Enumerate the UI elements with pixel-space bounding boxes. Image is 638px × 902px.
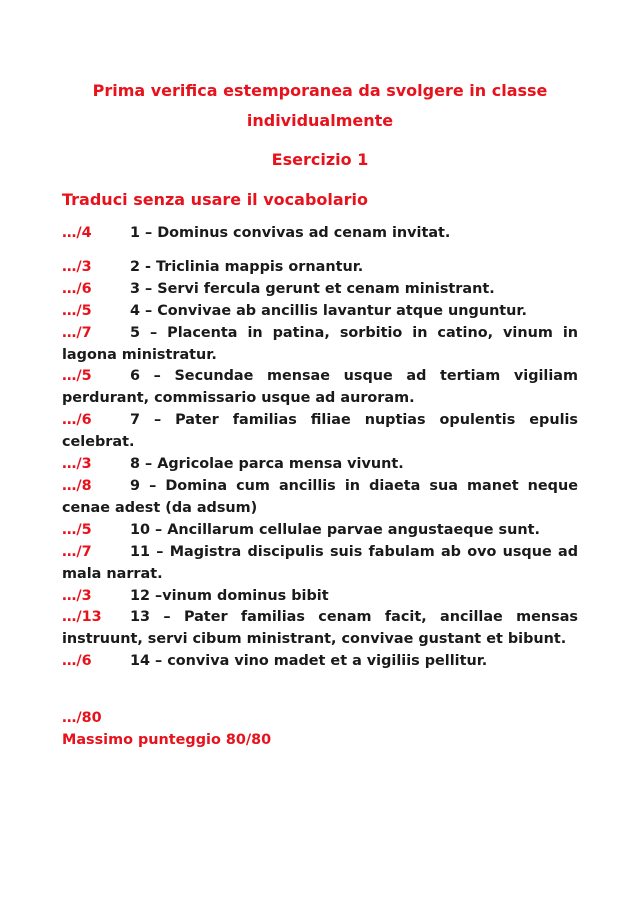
- item-score: …/6: [62, 653, 92, 670]
- item-text: 3 – Servi fercula gerunt et cenam ministrant.: [130, 280, 495, 297]
- exercise-item: [62, 279, 578, 301]
- exercise-item: [62, 542, 578, 586]
- item-score: …/4: [62, 225, 92, 241]
- item-text: 2 - Triclinia mappis ornantur.: [130, 258, 364, 275]
- item-score: …/3: [62, 587, 92, 604]
- item-text: 1 – Dominus convivas ad cenam invitat.: [130, 225, 451, 241]
- exercise-item: [62, 586, 578, 608]
- item-text: 12 –vinum dominus bibit: [130, 587, 329, 604]
- item-score: …/5: [62, 302, 92, 319]
- item-score: …/6: [62, 280, 92, 297]
- document-page: [62, 76, 578, 751]
- exercise-heading: Esercizio 1: [271, 150, 369, 169]
- exercise-item: [62, 410, 578, 454]
- item-text: 6 – Secundae mensae usque ad tertiam vigiliam perdurant, commissario usque ad auroram.: [62, 368, 578, 407]
- item-score: …/3: [62, 456, 92, 473]
- exercise-item: [62, 476, 578, 520]
- item-text: 8 – Agricolae parca mensa vivunt.: [130, 456, 404, 473]
- item-score: …/6: [62, 412, 92, 429]
- exercise-item: [62, 323, 578, 367]
- item-text: 11 – Magistra discipulis suis fabulam ab ovo usque ad mala narrat.: [62, 543, 578, 582]
- item-text: 7 – Pater familias filiae nuptias opulentis epulis celebrat.: [62, 412, 578, 451]
- title-line-2: individualmente: [246, 111, 394, 130]
- total-section: [62, 707, 578, 751]
- item-score: …/5: [62, 368, 92, 385]
- exercise-item: [62, 520, 578, 542]
- exercise-item: [62, 651, 578, 673]
- title-line-1: Prima verifica estemporanea da svolgere in classe: [92, 81, 548, 100]
- exercise-item: [62, 454, 578, 476]
- exercise-item: [62, 301, 578, 323]
- item-text: 13 – Pater familias cenam facit, ancillae mensas instruunt, servi cibum ministrant, convivae gustant et bibunt.: [62, 609, 578, 648]
- item-text: 4 – Convivae ab ancillis lavantur atque unguntur.: [130, 302, 527, 319]
- item-score: …/7: [62, 324, 92, 341]
- exercise-item: [62, 257, 578, 279]
- exercise-item: [62, 366, 578, 410]
- item-score: …/8: [62, 477, 92, 494]
- instruction-text: Traduci senza usare il vocabolario: [62, 190, 369, 209]
- item-score: …/3: [62, 258, 92, 275]
- exercise-item: [62, 223, 578, 245]
- item-text: 5 – Placenta in patina, sorbitio in catino, vinum in lagona ministratur.: [62, 324, 578, 363]
- item-score: …/13: [62, 609, 102, 626]
- item-score: …/7: [62, 543, 92, 560]
- item-text: 9 – Domina cum ancillis in diaeta sua manet neque cenae adest (da adsum): [62, 477, 578, 516]
- exercise-items: [62, 223, 578, 673]
- item-text: 14 – conviva vino madet et a vigiliis pellitur.: [130, 653, 488, 670]
- max-score-label: Massimo punteggio 80/80: [62, 732, 272, 749]
- document-title: [62, 76, 578, 136]
- item-score: …/5: [62, 521, 92, 538]
- item-text: 10 – Ancillarum cellulae parvae angustaeque sunt.: [130, 521, 540, 538]
- total-score: …/80: [62, 710, 102, 727]
- exercise-item: [62, 607, 578, 651]
